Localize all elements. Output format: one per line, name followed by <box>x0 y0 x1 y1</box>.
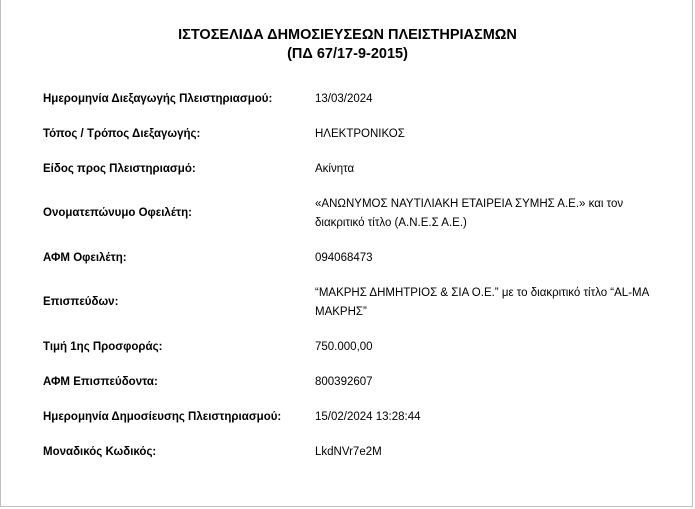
debtor-tax-id-value: 094068473 <box>315 252 373 264</box>
creditor-label: Επισπεύδων: <box>43 296 119 308</box>
auction-date-value: 13/03/2024 <box>315 93 373 105</box>
creditor-value: “ΜΑΚΡΗΣ ΔΗΜΗΤΡΙΟΣ & ΣΙΑ Ο.Ε.” με το διακριτικό τίτλο “AL-MA ΜΑΚΡΗΣ” <box>315 287 649 318</box>
debtor-name-value: «ΑΝΩΝΥΜΟΣ ΝΑΥΤΙΛΙΑΚΗ ΕΤΑΙΡΕΙΑ ΣΥΜΗΣ Α.Ε.» και τον διακριτικό τίτλο (Α.Ν.Ε.Σ Α.Ε.) <box>315 198 624 229</box>
creditor-tax-id-label: ΑΦΜ Επισπεύδοντα: <box>43 376 158 388</box>
auction-place-label: Τόπος / Τρόπος Διεξαγωγής: <box>43 128 201 140</box>
auction-type-value: Ακίνητα <box>315 163 355 175</box>
debtor-name-label: Ονοματεπώνυμο Οφειλέτη: <box>43 207 193 219</box>
publication-date-value: 15/02/2024 13:28:44 <box>315 411 421 423</box>
publication-date-label: Ημερομηνία Δημοσίευσης Πλειστηριασμού: <box>43 411 282 423</box>
auction-type-label: Είδος προς Πλειστηριασμό: <box>43 163 196 175</box>
creditor-tax-id-value: 800392607 <box>315 376 373 388</box>
first-offer-label: Τιμή 1ης Προσφοράς: <box>43 341 163 353</box>
document-title: ΙΣΤΟΣΕΛΙΔΑ ΔΗΜΟΣΙΕΥΣΕΩΝ ΠΛΕΙΣΤΗΡΙΑΣΜΩΝ <box>178 27 517 43</box>
auction-date-label: Ημερομηνία Διεξαγωγής Πλειστηριασμού: <box>43 93 273 105</box>
unique-code-value: LkdNVr7e2M <box>315 446 382 458</box>
first-offer-value: 750.000,00 <box>315 341 373 353</box>
debtor-tax-id-label: ΑΦΜ Οφειλέτη: <box>43 252 127 264</box>
unique-code-label: Μοναδικός Κωδικός: <box>43 446 157 458</box>
document-subtitle: (ΠΔ 67/17-9-2015) <box>287 46 408 62</box>
auction-place-value: ΗΛΕΚΤΡΟΝΙΚΟΣ <box>315 128 405 140</box>
document-header <box>1 26 694 64</box>
